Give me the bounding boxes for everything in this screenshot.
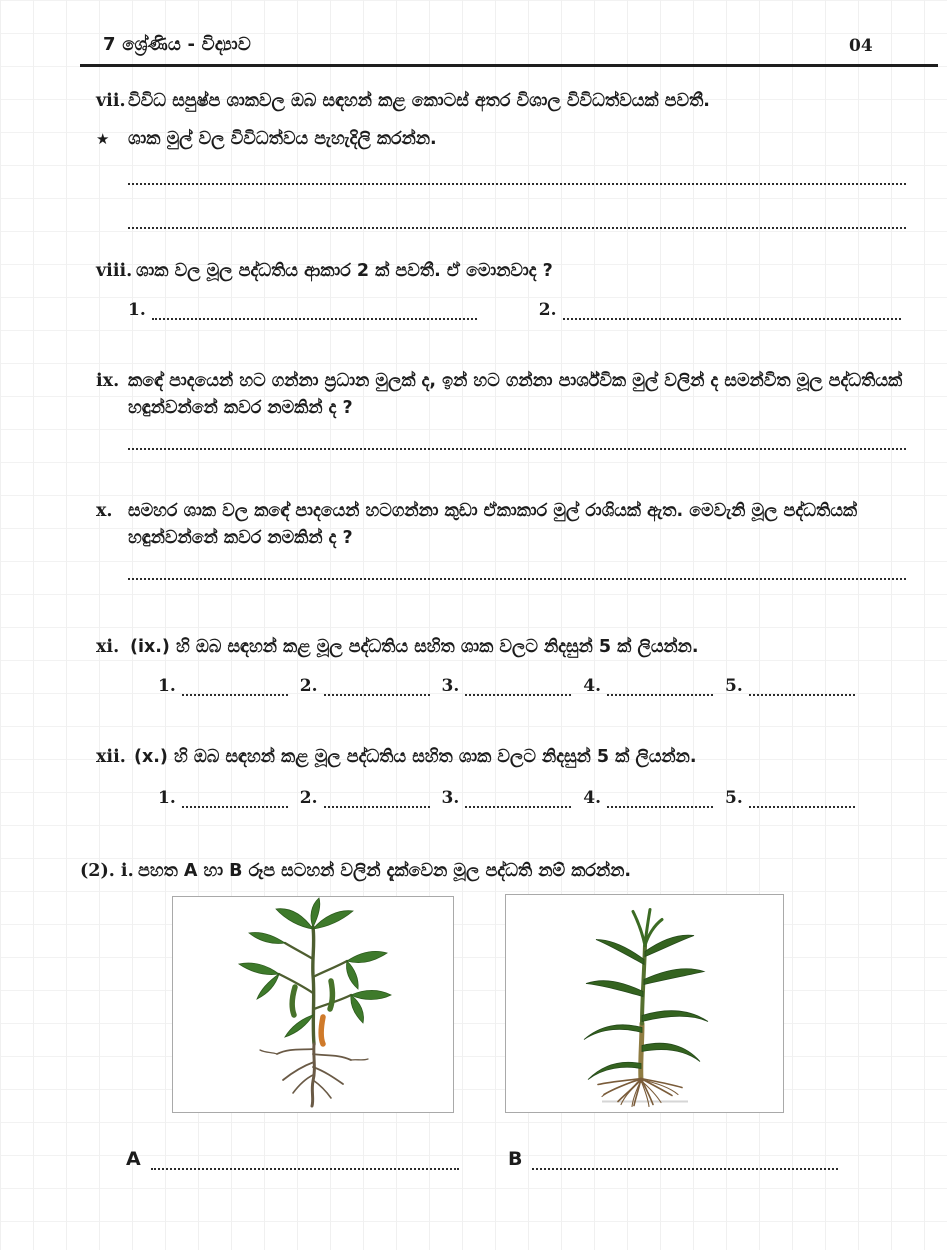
answer-dotted-line [128,448,906,450]
answer-dotted-line [324,791,430,808]
question-xi-number: xi. [96,637,120,657]
question-viii-number: viii. [96,261,133,281]
blank-number: 4. [583,788,601,808]
question-vii-text: විවිධ සපුෂ්ප ශාකවල ඔබ සඳහන් කළ කොටස් අතර විශාල විවිධත්වයක් පවතී. [128,91,710,111]
header-rule [80,64,938,67]
blank-number: 5. [725,788,743,808]
question-x-text: සමහර ශාක වල කඳේ පාදයෙන් හටගන්නා කුඩා ඒකාකාර මුල් රාශියක් ඇත. මෙවැනි මූල පද්ධතියක් හඳුන්වන්නේ කවර නමකින් ද ? [128,501,858,548]
answer-dotted-line [151,1153,459,1170]
blank-number: 3. [441,676,460,696]
star-bullet-icon: ★ [96,130,110,148]
answer-dotted-line [749,679,855,696]
question-ix-number: ix. [96,371,120,391]
blank-number: 5. [725,676,743,696]
page-number: 04 [849,36,873,56]
answer-dotted-line [532,1153,838,1170]
blank-number: 1. [128,300,146,320]
answer-dotted-line [128,183,906,185]
blank-number: 4. [583,676,601,696]
question-viii-text: ශාක වල මූල පද්ධතිය ආකාර 2 ක් පවතී. ඒ මොනවාද ? [136,261,553,281]
question-xii-blanks [158,788,855,808]
answer-b-row [508,1148,838,1170]
answer-dotted-line [607,679,713,696]
answer-dotted-line [607,791,713,808]
question-xii [96,744,908,771]
blank-number: 2. [299,788,318,808]
figure-label-b: B [508,1148,523,1170]
figure-box-a [172,896,454,1113]
question-x [96,498,908,552]
question-x-number: x. [96,501,113,521]
answer-dotted-line [749,791,855,808]
blank-number: 1. [158,676,176,696]
question-xi-blanks [158,676,855,696]
question-ix [96,368,908,422]
question-2-i-number: (2). i. [80,861,134,881]
question-viii-blanks [128,300,901,320]
answer-dotted-line [324,679,430,696]
question-2-i [80,858,910,885]
blank-number: 1. [158,788,176,808]
blank-number: 3. [441,788,460,808]
answer-dotted-line [465,679,571,696]
question-star [96,126,908,153]
fibrous-root-plant-illustration [506,895,783,1112]
blank-number: 2. [299,676,318,696]
question-star-text: ශාක මුල් වල විවිධත්වය පැහැදිලි කරන්න. [128,129,437,149]
blank-number: 2. [538,300,557,320]
answer-dotted-line [152,303,477,320]
answer-dotted-line [128,578,906,580]
question-xii-text: (x.) හි ඔබ සඳහන් කළ මූල පද්ධතිය සහිත ශාක වලට නිදසුන් 5 ක් ලියන්න. [134,747,697,767]
answer-dotted-line [128,227,906,229]
question-vii [96,88,908,115]
question-xii-number: xii. [96,747,126,767]
answer-dotted-line [182,679,288,696]
answer-dotted-line [465,791,571,808]
answer-dotted-line [182,791,288,808]
question-2-i-text: පහත A හා B රූප සටහන් වලින් දැක්වෙන මූල පද්ධති නම් කරන්න. [138,861,632,881]
question-viii [96,258,908,285]
answer-dotted-line [563,303,901,320]
question-vii-number: vii. [96,91,126,111]
page-title: 7 ශ්‍රේණිය - විද්‍යාව [103,34,252,55]
answer-a-row [126,1148,459,1170]
figure-label-a: A [126,1148,141,1170]
question-ix-text: කඳේ පාදයෙන් හට ගන්නා ප්‍රධාන මුලක් ද, ඉන් හට ගන්නා පාර්ශ්වික මුල් වලින් ද සමන්විත මූල පද්ධතියක් හඳුන්වන්නේ කවර නමකින් ද ? [128,371,903,418]
tap-root-plant-illustration [173,897,453,1112]
figure-box-b [505,894,784,1113]
question-xi-text: (ix.) හි ඔබ සඳහන් කළ මූල පද්ධතිය සහිත ශාක වලට නිදසුන් 5 ක් ලියන්න. [130,637,699,657]
question-xi [96,634,908,661]
